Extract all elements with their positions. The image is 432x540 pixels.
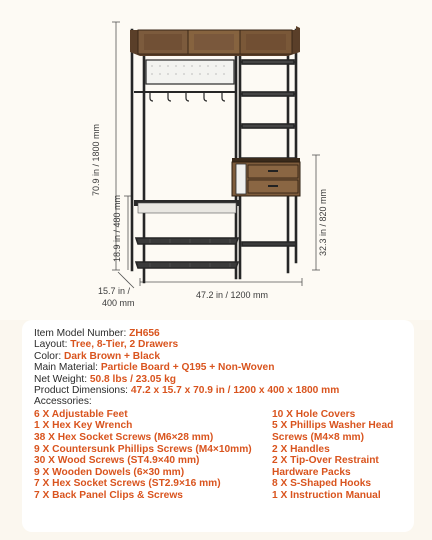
depth-label-line2: 400 mm bbox=[102, 298, 135, 308]
accessory-item: 1 X Instruction Manual bbox=[272, 490, 381, 501]
spec-dimensions bbox=[34, 385, 402, 396]
shoe-racks bbox=[136, 238, 296, 268]
spec-label: Main Material: bbox=[34, 362, 101, 374]
cabinet-height-label: 32.3 in / 820 mm bbox=[318, 188, 328, 256]
width-label: 47.2 in / 1200 mm bbox=[196, 290, 269, 300]
top-cubby-shelf bbox=[130, 26, 300, 56]
accessory-item: 2 X Handles bbox=[272, 443, 330, 455]
accessory-item: 9 X Wooden Dowels (6×30 mm) bbox=[34, 466, 185, 478]
spec-label: Net Weight: bbox=[34, 373, 90, 385]
accessory-item: 7 X Hex Socket Screws (ST2.9×16 mm) bbox=[34, 478, 221, 490]
spec-value: Tree, 8-Tier, 2 Drawers bbox=[70, 339, 179, 351]
spec-label: Item Model Number: bbox=[34, 328, 130, 339]
spec-model bbox=[34, 328, 402, 339]
spec-value: 47.2 x 15.7 x 70.9 in / 1200 x 400 x 1800 mm bbox=[130, 385, 340, 397]
drawer-cabinet bbox=[232, 158, 300, 196]
bench-height-label: 18.9 in / 480 mm bbox=[112, 194, 122, 262]
accessory-item: Hardware Packs bbox=[272, 466, 351, 478]
accessory-item: 2 X Tip-Over Restraint bbox=[272, 455, 379, 467]
accessory-item: 38 X Hex Socket Screws (M6×28 mm) bbox=[34, 432, 214, 444]
total-height-label: 70.9 in / 1800 mm bbox=[91, 123, 101, 196]
spec-value: ZH656 bbox=[129, 328, 160, 339]
depth-label-line1: 15.7 in / bbox=[98, 286, 131, 296]
accessory-item: Screws (M4×8 mm) bbox=[272, 432, 365, 444]
spec-label: Layout: bbox=[34, 339, 71, 351]
spec-weight bbox=[34, 374, 402, 385]
accessory-item: 30 X Wood Screws (ST4.9×40 mm) bbox=[34, 455, 200, 467]
accessory-item: 6 X Adjustable Feet bbox=[34, 408, 128, 420]
spec-label: Product Dimensions: bbox=[34, 385, 131, 397]
accessories-right-column bbox=[272, 409, 402, 502]
bench-seat bbox=[134, 200, 240, 213]
spec-label: Color: bbox=[34, 350, 65, 362]
mesh-panel bbox=[134, 60, 236, 101]
accessories-title: Accessories: bbox=[34, 396, 92, 408]
spec-layout bbox=[34, 339, 402, 350]
spec-value: Dark Brown + Black bbox=[64, 350, 160, 362]
spec-card bbox=[22, 320, 414, 532]
accessory-item: 10 X Hole Covers bbox=[272, 408, 356, 420]
accessory-item: 8 X S-Shaped Hooks bbox=[272, 478, 372, 490]
accessory-item: 1 X Hex Key Wrench bbox=[34, 420, 133, 432]
spec-value: Particle Board + Q195 + Non-Woven bbox=[100, 362, 275, 374]
spec-value: 50.8 lbs / 23.05 kg bbox=[89, 373, 176, 385]
accessories-list bbox=[34, 409, 402, 502]
accessories-left-column bbox=[34, 409, 272, 502]
spec-material bbox=[34, 362, 402, 373]
accessory-item: 5 X Phillips Washer Head bbox=[272, 420, 394, 432]
accessory-item: 7 X Back Panel Clips & Screws bbox=[34, 490, 183, 501]
accessory-item: 9 X Countersunk Phillips Screws (M4×10mm) bbox=[34, 443, 252, 455]
spec-color bbox=[34, 351, 402, 362]
